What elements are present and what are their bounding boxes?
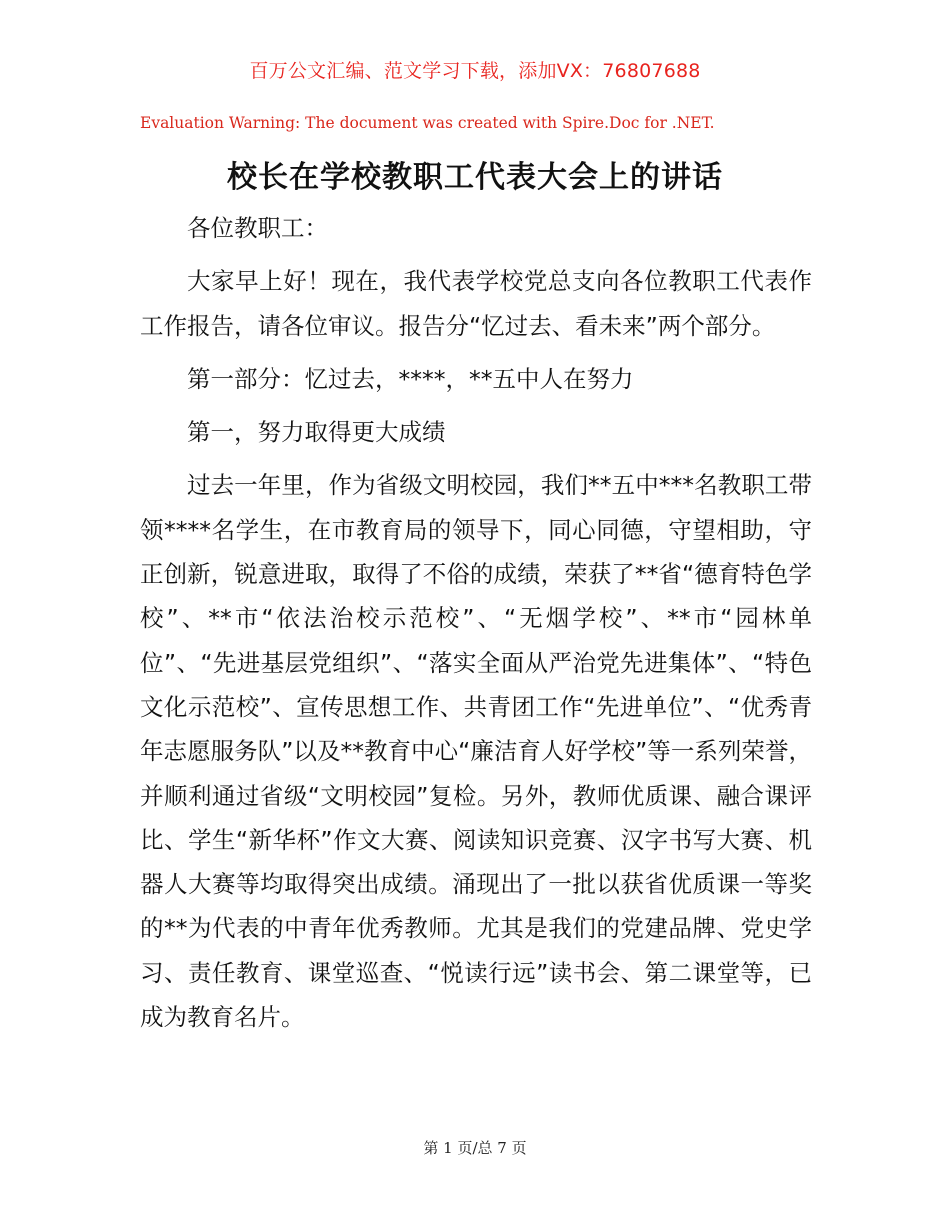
salutation-paragraph: 各位教职工：	[187, 214, 328, 242]
section-heading: 第一部分：忆过去，****，**五中人在努力	[187, 364, 634, 393]
document-body	[140, 206, 812, 1048]
evaluation-warning: Evaluation Warning: The document was created with Spire.Doc for .NET.	[140, 114, 715, 132]
document-title: 校长在学校教职工代表大会上的讲话	[227, 160, 723, 195]
body-paragraph: 过去一年里，作为省级文明校园，我们**五中***名教职工带领****名学生，在市教育局的领导下，同心同德，守望相助，守正创新，锐意进取，取得了不俗的成绩，荣获了**省“德育特色学校”、**市“依法治校示范校”、“无烟学校”、**市“园林单位”、“先进基层党组织”、“落实全面从严治党先进集体”、“特色文化示范校”、宣传思想工作、共青团工作“先进单位”、“优秀青年志愿服务队”以及**教育中心“廉洁育人好学校”等一系列荣誉，并顺利通过省级“文明校园”复检。另外，教师优质课、融合课评比、学生“新华杯”作文大赛、阅读知识竞赛、汉字书写大赛、机器人大赛等均取得突出成绩。涌现出了一批以获省优质课一等奖的**为代表的中青年优秀教师。尤其是我们的党建品牌、党史学习、责任教育、课堂巡查、“悦读行远”读书会、第二课堂等，已成为教育名片。	[140, 471, 812, 1032]
intro-paragraph: 大家早上好！现在，我代表学校党总支向各位教职工代表作工作报告，请各位审议。报告分“忆过去、看未来”两个部分。	[140, 267, 812, 340]
header-banner: 百万公文汇编、范文学习下载，添加VX：76807688	[249, 60, 701, 82]
subsection-heading: 第一，努力取得更大成绩	[187, 418, 446, 447]
page-number: 第 1 页/总 7 页	[423, 1139, 527, 1157]
